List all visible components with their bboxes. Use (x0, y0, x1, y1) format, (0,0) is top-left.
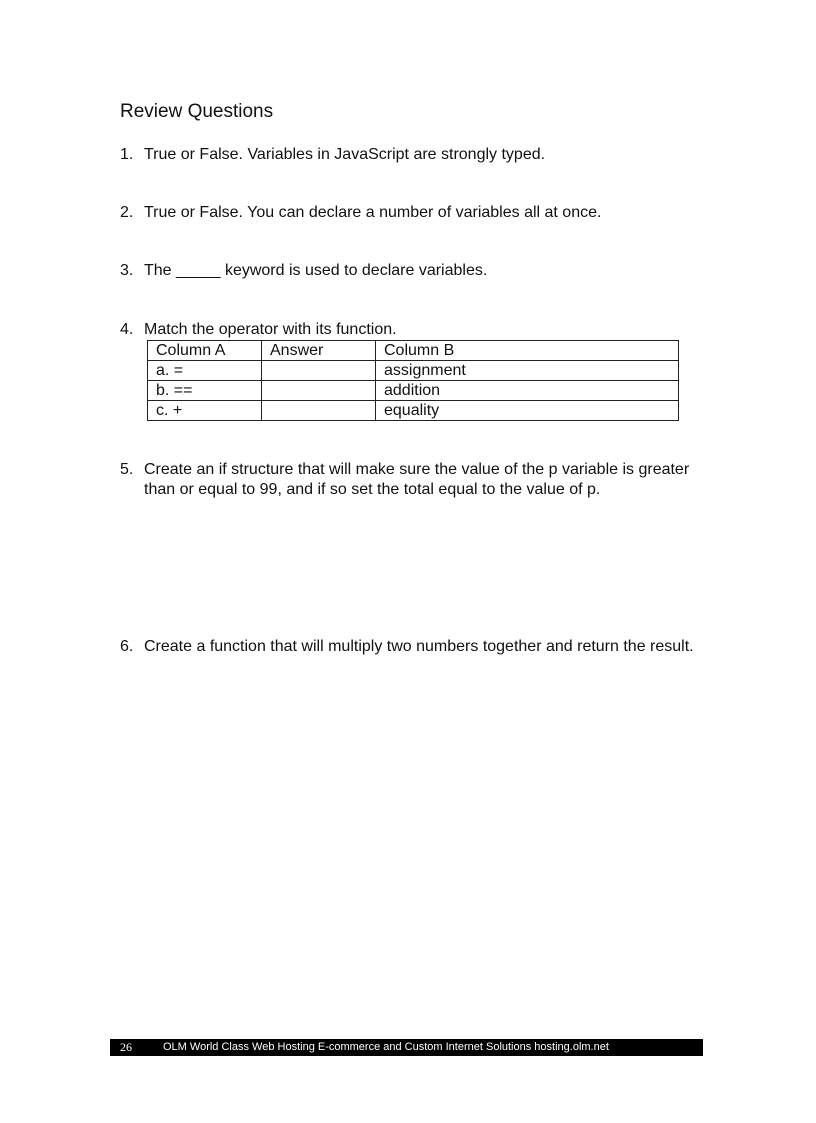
table-row (148, 361, 679, 381)
question-1 (120, 145, 710, 165)
question-number: 4. (120, 321, 134, 338)
cell-column-a: a. = (148, 361, 262, 381)
question-5 (120, 460, 710, 500)
header-column-a: Column A (148, 341, 262, 361)
cell-answer (262, 381, 376, 401)
question-text: The _____ keyword is used to declare variables. (144, 262, 488, 279)
cell-column-b: assignment (376, 361, 679, 381)
footer-text: OLM World Class Web Hosting E-commerce and Custom Internet Solutions hosting.olm.net (163, 1041, 609, 1053)
question-number: 5. (120, 461, 134, 478)
cell-answer (262, 361, 376, 381)
question-number: 3. (120, 262, 134, 279)
cell-answer (262, 401, 376, 421)
question-6 (120, 637, 710, 657)
page-heading: Review Questions (120, 101, 274, 122)
question-2 (120, 203, 710, 223)
question-number: 2. (120, 204, 134, 221)
page-number: 26 (120, 1040, 132, 1054)
question-text: True or False. You can declare a number of variables all at once. (144, 204, 602, 221)
question-text: Create an if structure that will make sure the value of the p variable is greater than or equal to 99, and if so set the total equal to the value of p. (144, 461, 690, 498)
cell-column-a: c. + (148, 401, 262, 421)
page-footer (110, 1039, 703, 1056)
table-header-row (148, 341, 679, 361)
table-row (148, 381, 679, 401)
question-3 (120, 261, 710, 281)
question-number: 1. (120, 146, 134, 163)
question-4 (120, 320, 710, 340)
match-table (147, 340, 679, 421)
question-text: Match the operator with its function. (144, 321, 397, 338)
cell-column-b: equality (376, 401, 679, 421)
question-text: Create a function that will multiply two numbers together and return the result. (144, 638, 694, 655)
table-row (148, 401, 679, 421)
cell-column-b: addition (376, 381, 679, 401)
question-number: 6. (120, 638, 134, 655)
header-answer: Answer (262, 341, 376, 361)
header-column-b: Column B (376, 341, 679, 361)
question-text: True or False. Variables in JavaScript are strongly typed. (144, 146, 546, 163)
cell-column-a: b. == (148, 381, 262, 401)
